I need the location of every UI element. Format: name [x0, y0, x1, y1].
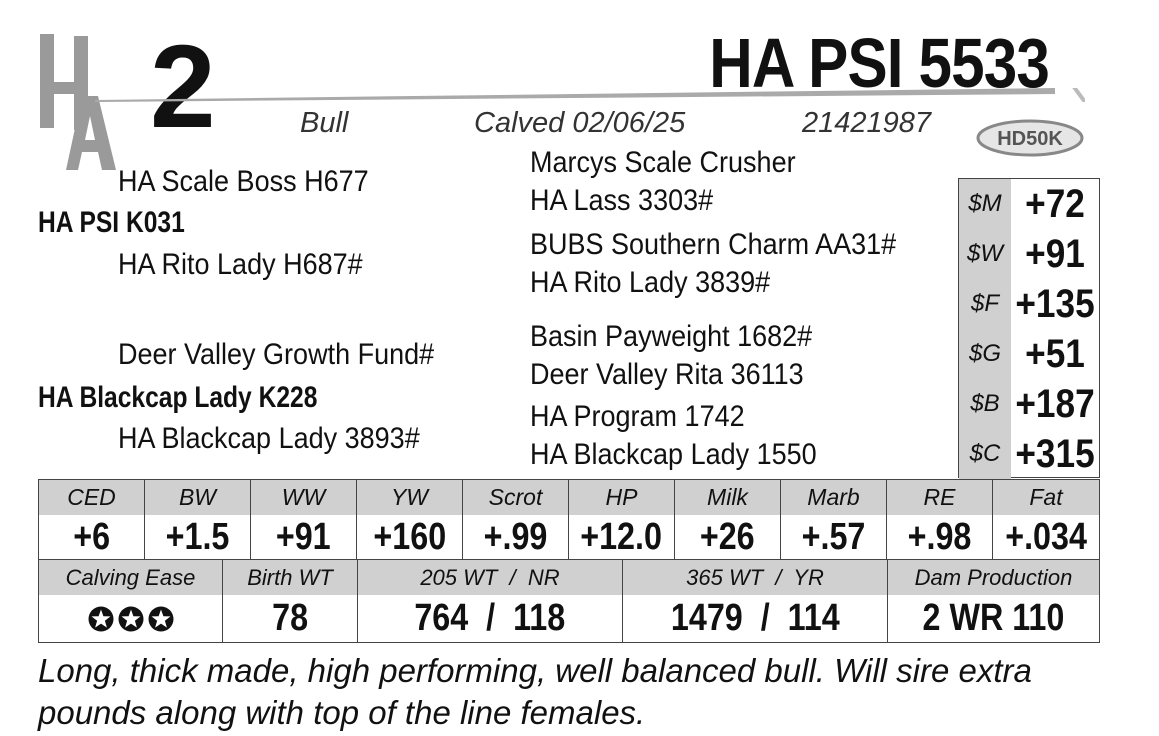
genomic-badge-text: HD50K [997, 128, 1063, 150]
birth-wt-value [223, 595, 358, 642]
gg-sire-sire-dam: HA Lass 3303# [530, 184, 714, 217]
index-value-m: +72 [1025, 181, 1085, 226]
epd-value-bw-text: +1.5 [165, 515, 230, 558]
sire-sire: HA Scale Boss H677 [118, 165, 369, 198]
star-icon [147, 605, 175, 633]
dam-production-value [888, 595, 1099, 642]
epd-value-ww [251, 515, 357, 559]
gg-sire-sire-sire: Marcys Scale Crusher [530, 146, 796, 179]
gg-dam-dam-sire: HA Program 1742 [530, 400, 745, 433]
epd-value-marb [781, 515, 887, 559]
epd-value-marb-text: +.57 [801, 515, 866, 558]
sire: HA PSI K031 [38, 206, 185, 239]
birth-wt-text: 78 [272, 597, 308, 639]
gg-dam-sire-dam: Deer Valley Rita 36113 [530, 358, 804, 391]
perf-header-365: 365 WT / YR [623, 560, 888, 595]
epd-value-re [887, 515, 993, 559]
epd-header-marb: Marb [781, 480, 887, 515]
wt205-text: 764 / 118 [414, 597, 566, 639]
dollar-index-panel [958, 178, 1100, 478]
epd-value-yw [357, 515, 463, 559]
dam-dam: HA Blackcap Lady 3893# [118, 422, 420, 455]
perf-header-calving-ease: Calving Ease [39, 560, 223, 595]
epd-header-ced: CED [39, 480, 145, 515]
epd-value-milk-text: +26 [700, 515, 755, 558]
perf-header-dam-production: Dam Production [888, 560, 1099, 595]
index-label-f: $F [959, 279, 1011, 329]
epd-header-scrot: Scrot [463, 480, 569, 515]
wt205-value [358, 595, 623, 642]
epd-header-ww: WW [251, 480, 357, 515]
genomic-badge [975, 118, 1085, 158]
perf-header-birth-wt: Birth WT [223, 560, 358, 595]
epd-value-hp-text: +12.0 [580, 515, 663, 558]
index-label-m: $M [959, 179, 1011, 229]
sex: Bull [300, 107, 349, 139]
epd-value-ced-text: +6 [73, 515, 110, 558]
lot-number: 2 [150, 21, 214, 153]
epd-value-hp [569, 515, 675, 559]
wt365-value [623, 595, 888, 642]
epd-value-scrot [463, 515, 569, 559]
calved-value: 02/06/25 [572, 107, 686, 139]
gg-sire-dam-sire: BUBS Southern Charm AA31# [530, 228, 897, 261]
calved-label: Calved [474, 107, 565, 139]
calved-date [474, 107, 685, 140]
epd-header-milk: Milk [675, 480, 781, 515]
index-value-g: +51 [1025, 331, 1085, 376]
performance-table [38, 560, 1100, 643]
epd-value-ww-text: +91 [276, 515, 331, 558]
animal-name: HA PSI 5533 [709, 24, 1049, 102]
gg-dam-sire-sire: Basin Payweight 1682# [530, 320, 813, 353]
dam-sire: Deer Valley Growth Fund# [118, 338, 435, 371]
epd-value-fat [993, 515, 1099, 559]
epd-value-scrot-text: +.99 [483, 515, 548, 558]
epd-header-re: RE [887, 480, 993, 515]
epd-value-yw-text: +160 [373, 515, 446, 558]
remarks: Long, thick made, high performing, well balanced bull. Will sire extra pounds along with top of the line females. [38, 652, 1032, 731]
index-value-w: +91 [1025, 231, 1085, 276]
epd-value-fat-text: +.034 [1005, 515, 1087, 558]
epd-value-milk [675, 515, 781, 559]
index-label-g: $G [959, 329, 1011, 379]
index-value-f: +135 [1015, 281, 1095, 326]
star-icon [87, 605, 115, 633]
index-value-c: +315 [1015, 431, 1095, 476]
calving-ease-stars [39, 595, 223, 642]
index-label-w: $W [959, 229, 1011, 279]
star-icon [117, 605, 145, 633]
gg-dam-dam-dam: HA Blackcap Lady 1550 [530, 438, 817, 471]
registration-number: 21421987 [802, 107, 932, 139]
perf-header-205: 205 WT / NR [358, 560, 623, 595]
epd-value-ced [39, 515, 145, 559]
index-label-c: $C [959, 429, 1011, 479]
dam: HA Blackcap Lady K228 [38, 381, 318, 414]
epd-table [38, 479, 1100, 560]
index-label-b: $B [959, 379, 1011, 429]
epd-header-bw: BW [145, 480, 251, 515]
wt365-text: 1479 / 114 [670, 597, 840, 639]
dam-production-text: 2 WR 110 [922, 597, 1065, 639]
sire-dam: HA Rito Lady H687# [118, 248, 363, 281]
epd-header-hp: HP [569, 480, 675, 515]
gg-sire-dam-dam: HA Rito Lady 3839# [530, 266, 771, 299]
epd-header-yw: YW [357, 480, 463, 515]
epd-value-bw [145, 515, 251, 559]
epd-header-fat: Fat [993, 480, 1099, 515]
epd-value-re-text: +.98 [907, 515, 972, 558]
index-value-b: +187 [1015, 381, 1095, 426]
